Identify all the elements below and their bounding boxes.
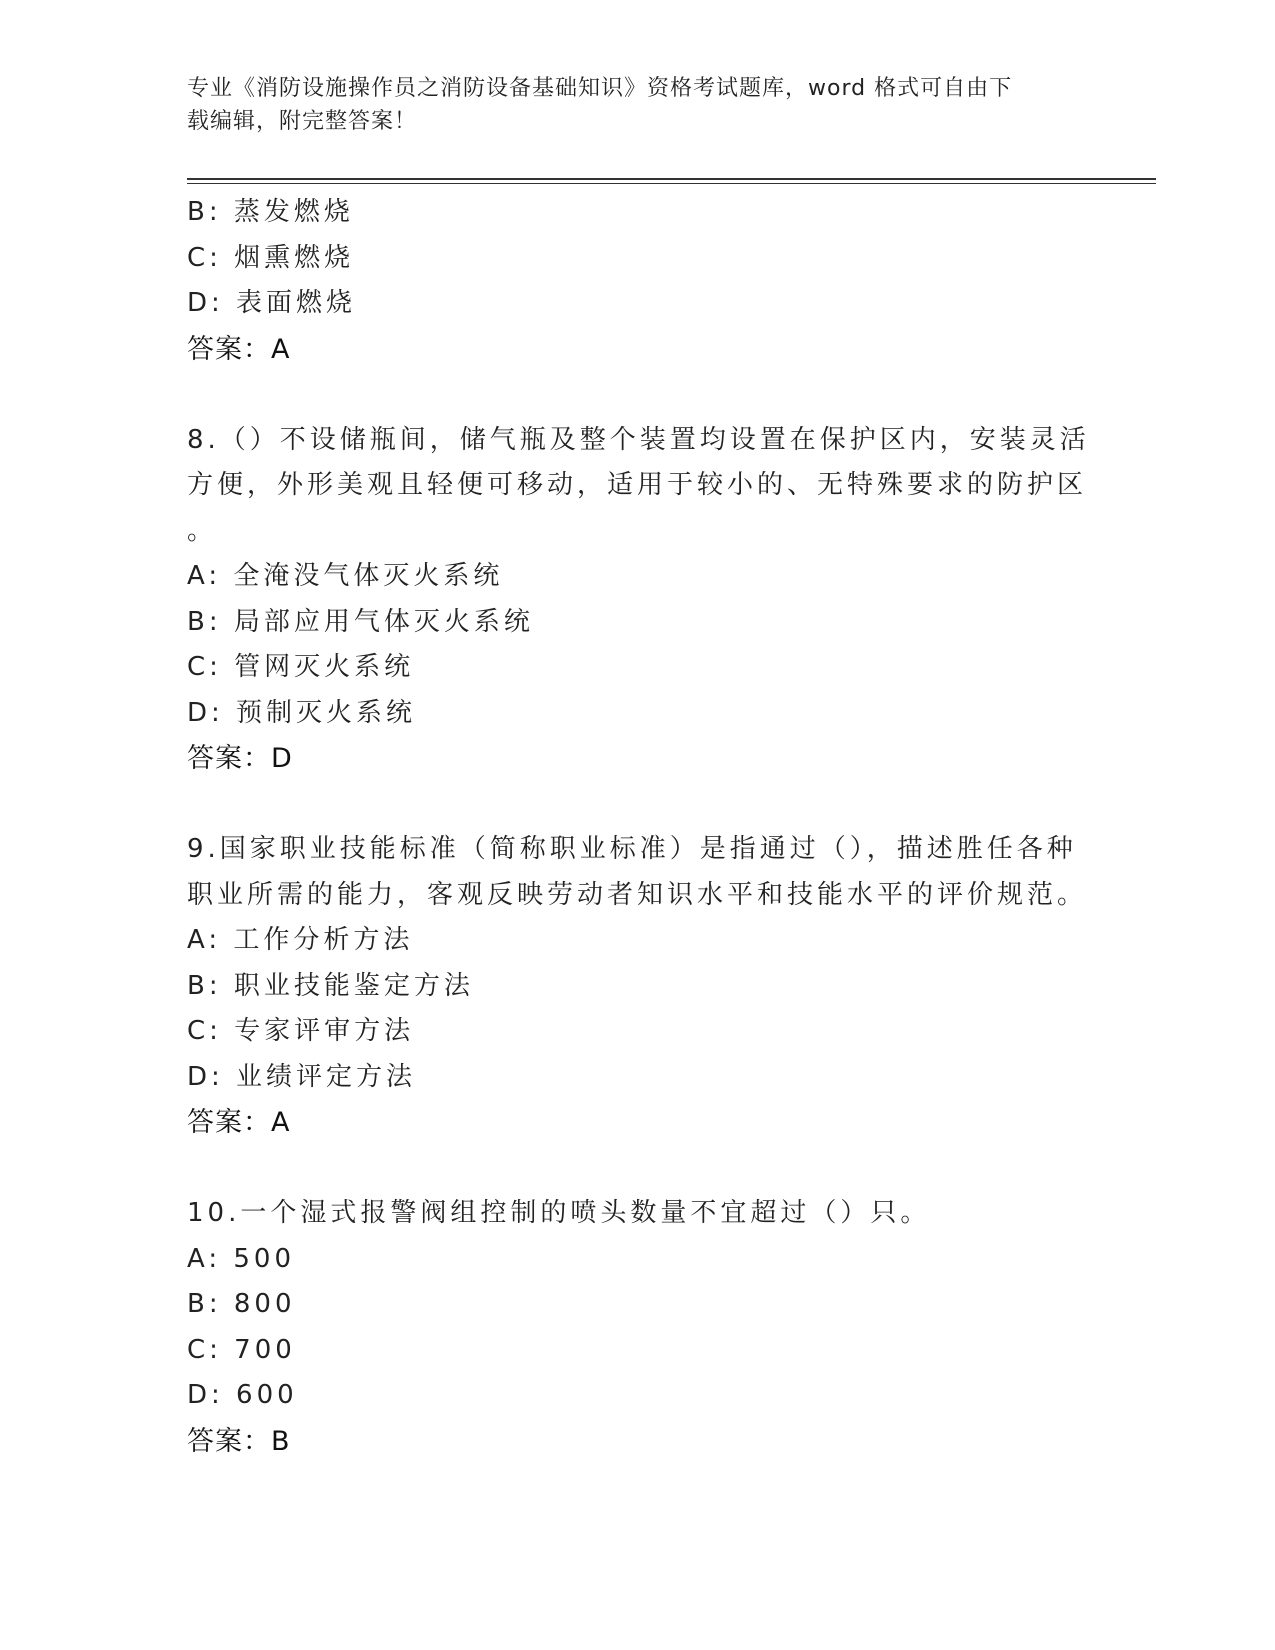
option-b: B: 800 [187, 1289, 296, 1319]
spacer [187, 782, 1087, 828]
question-8-text-line-2: 方便，外形美观且轻便可移动，适用于较小的、无特殊要求的防护区 [187, 470, 1088, 500]
answer-line [187, 1419, 1087, 1465]
answer-line [187, 1100, 1087, 1146]
answer-line [187, 736, 1087, 782]
option-d: D: 表面燃烧 [187, 288, 357, 318]
question-8-block [187, 418, 1090, 782]
option-a: A: 全淹没气体灭火系统 [187, 561, 504, 591]
header-divider-thin [187, 183, 1156, 184]
option-c: C: 管网灭火系统 [187, 652, 415, 682]
document-header [187, 72, 1087, 138]
spacer [187, 1146, 1087, 1192]
option-c: C: 700 [187, 1334, 296, 1365]
option-a: A: 500 [187, 1243, 295, 1274]
prev-question-block [187, 190, 1087, 372]
answer-label: 答案： [187, 743, 271, 774]
answer-label: 答案： [187, 1425, 271, 1457]
question-9-text-line-1: 9.国家职业技能标准（简称职业标准）是指通过（），描述胜任各种 [187, 834, 1077, 864]
question-content [187, 190, 1090, 1464]
header-line-2: 载编辑，附完整答案！ [187, 109, 418, 134]
option-a: A: 工作分析方法 [187, 925, 414, 955]
question-10-text-line-1: 10.一个湿式报警阀组控制的喷头数量不宜超过（）只。 [187, 1198, 931, 1228]
option-c: C: 烟熏燃烧 [187, 242, 355, 273]
answer-line [187, 327, 1087, 373]
answer-label: 答案： [187, 1107, 271, 1138]
option-b: B: 局部应用气体灭火系统 [187, 606, 534, 637]
option-b: B: 职业技能鉴定方法 [187, 970, 474, 1001]
answer-value: D [271, 743, 293, 774]
header-divider-thick [187, 178, 1156, 180]
answer-value: A [271, 333, 291, 365]
option-b: B: 蒸发燃烧 [187, 197, 354, 227]
option-d: D: 业绩评定方法 [187, 1061, 417, 1092]
option-c: C: 专家评审方法 [187, 1016, 415, 1046]
option-d: D: 预制灭火系统 [187, 697, 417, 728]
question-8-text-line-3: 。 [187, 515, 218, 546]
spacer [187, 372, 1087, 418]
answer-value: A [271, 1107, 291, 1138]
header-line-1: 专业《消防设施操作员之消防设备基础知识》资格考试题库，word 格式可自由下 [187, 76, 1013, 101]
question-9-text-line-2: 职业所需的能力，客观反映劳动者知识水平和技能水平的评价规范。 [187, 879, 1088, 910]
option-d: D: 600 [187, 1380, 298, 1410]
answer-label: 答案： [187, 333, 271, 365]
answer-value: B [271, 1425, 291, 1457]
question-9-block [187, 827, 1087, 1146]
question-10-block [187, 1191, 1087, 1464]
question-8-text-line-1: 8.（）不设储瓶间，储气瓶及整个装置均设置在保护区内，安装灵活 [187, 424, 1090, 455]
